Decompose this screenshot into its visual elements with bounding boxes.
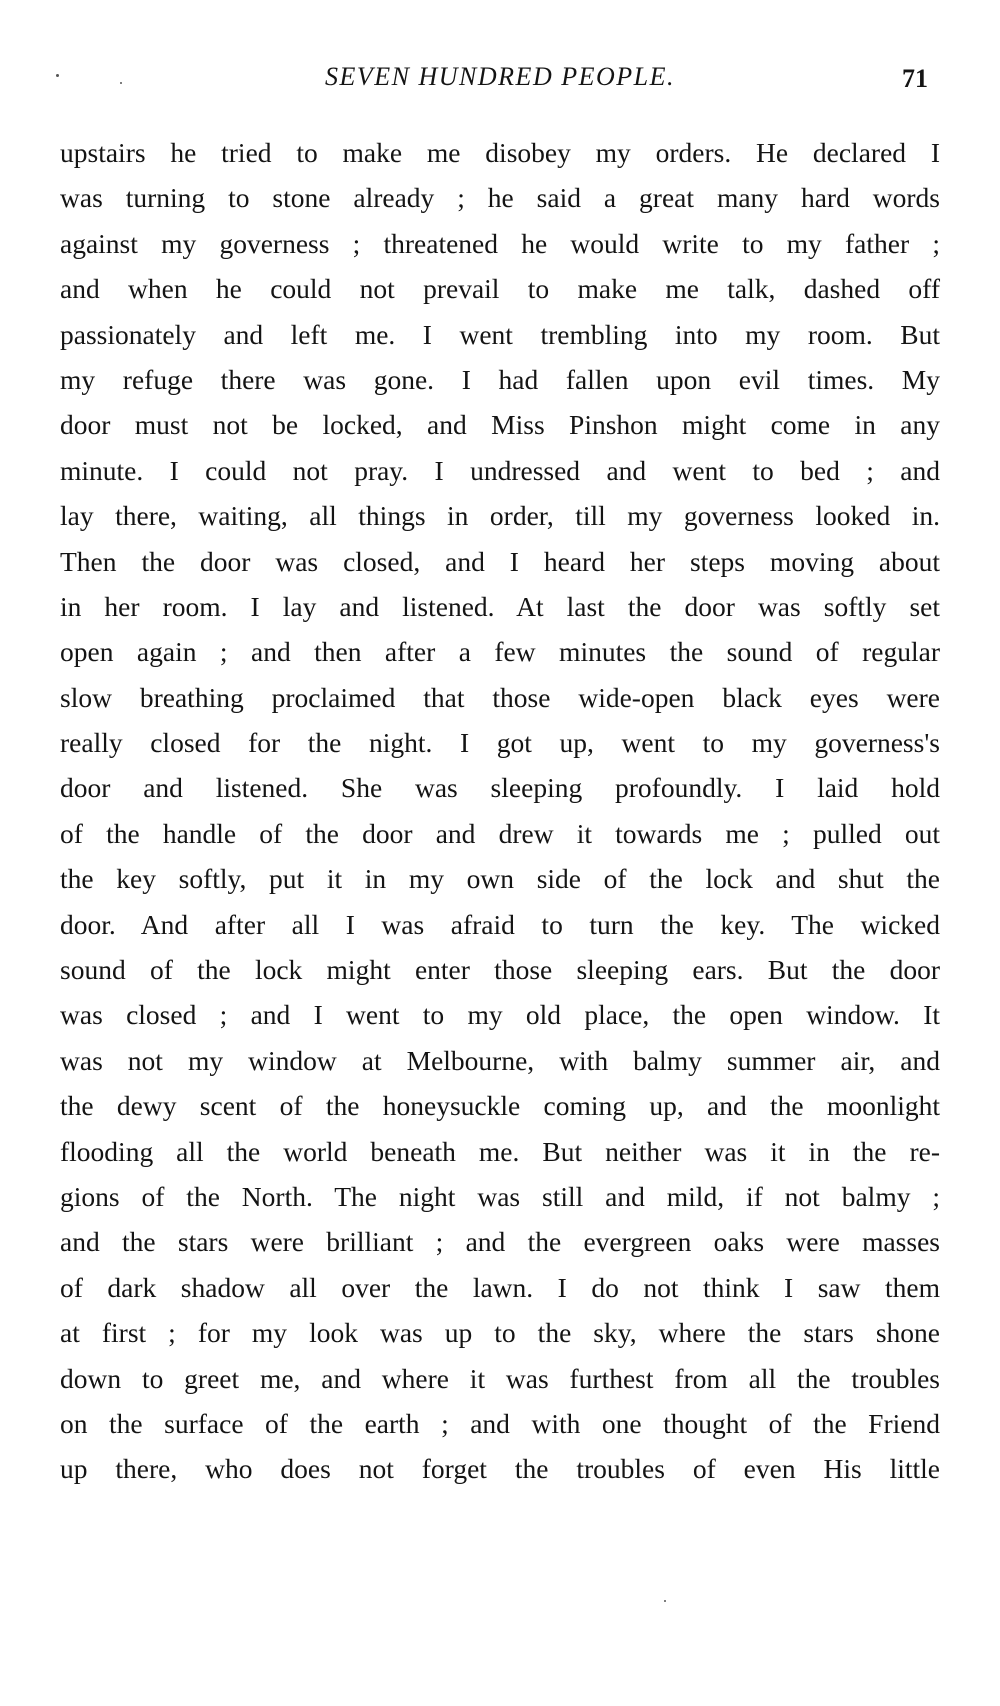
text-line: the key softly, put it in my own side of the lock and shut the [60, 863, 940, 895]
page-number: 71 [902, 64, 928, 93]
text-line: passionately and left me. I went trembling into my room. But [60, 318, 940, 350]
text-line: and when he could not prevail to make me talk, dashed off [60, 273, 940, 305]
text-line: in her room. I lay and listened. At last the door was softly set [60, 590, 940, 622]
text-line: was turning to stone already ; he said a great many hard words [60, 182, 940, 214]
text-line: my refuge there was gone. I had fallen upon evil times. My [60, 363, 940, 395]
text-line: lay there, waiting, all things in order, till my governess looked in. [60, 500, 940, 532]
running-title: SEVEN HUNDRED PEOPLE. [325, 62, 675, 91]
text-line: was not my window at Melbourne, with balmy summer air, and [60, 1044, 940, 1076]
text-line: the dewy scent of the honeysuckle coming up, and the moonlight [60, 1090, 940, 1122]
text-line: against my governess ; threatened he would write to my father ; [60, 227, 940, 259]
text-line: door and listened. She was sleeping profoundly. I laid hold [60, 772, 940, 804]
text-line: really closed for the night. I got up, went to my governess's [60, 727, 940, 759]
text-line: flooding all the world beneath me. But neither was it in the re- [60, 1135, 940, 1167]
text-line: and the stars were brilliant ; and the evergreen oaks were masses [60, 1226, 940, 1258]
text-line: door. And after all I was afraid to turn the key. The wicked [60, 908, 940, 940]
body-text [60, 130, 940, 1492]
text-line: gions of the North. The night was still and mild, if not balmy ; [60, 1180, 940, 1212]
text-line: sound of the lock might enter those sleeping ears. But the door [60, 954, 940, 986]
running-head [0, 62, 1000, 102]
text-line: up there, who does not forget the troubles of even His little [60, 1453, 940, 1485]
text-line: at first ; for my look was up to the sky, where the stars shone [60, 1317, 940, 1349]
text-line: open again ; and then after a few minutes the sound of regular [60, 636, 940, 668]
text-line: Then the door was closed, and I heard her steps moving about [60, 545, 940, 577]
text-line: was closed ; and I went to my old place, the open window. It [60, 999, 940, 1031]
text-line: door must not be locked, and Miss Pinshon might come in any [60, 409, 940, 441]
text-line: of the handle of the door and drew it towards me ; pulled out [60, 817, 940, 849]
text-line: of dark shadow all over the lawn. I do not think I saw them [60, 1271, 940, 1303]
text-line: slow breathing proclaimed that those wide-open black eyes were [60, 681, 940, 713]
print-speck [664, 1600, 666, 1602]
text-line: down to greet me, and where it was furthest from all the troubles [60, 1362, 940, 1394]
text-line: upstairs he tried to make me disobey my orders. He declared I [60, 137, 940, 168]
text-line: on the surface of the earth ; and with one thought of the Friend [60, 1407, 940, 1439]
text-line: minute. I could not pray. I undressed and went to bed ; and [60, 454, 940, 486]
